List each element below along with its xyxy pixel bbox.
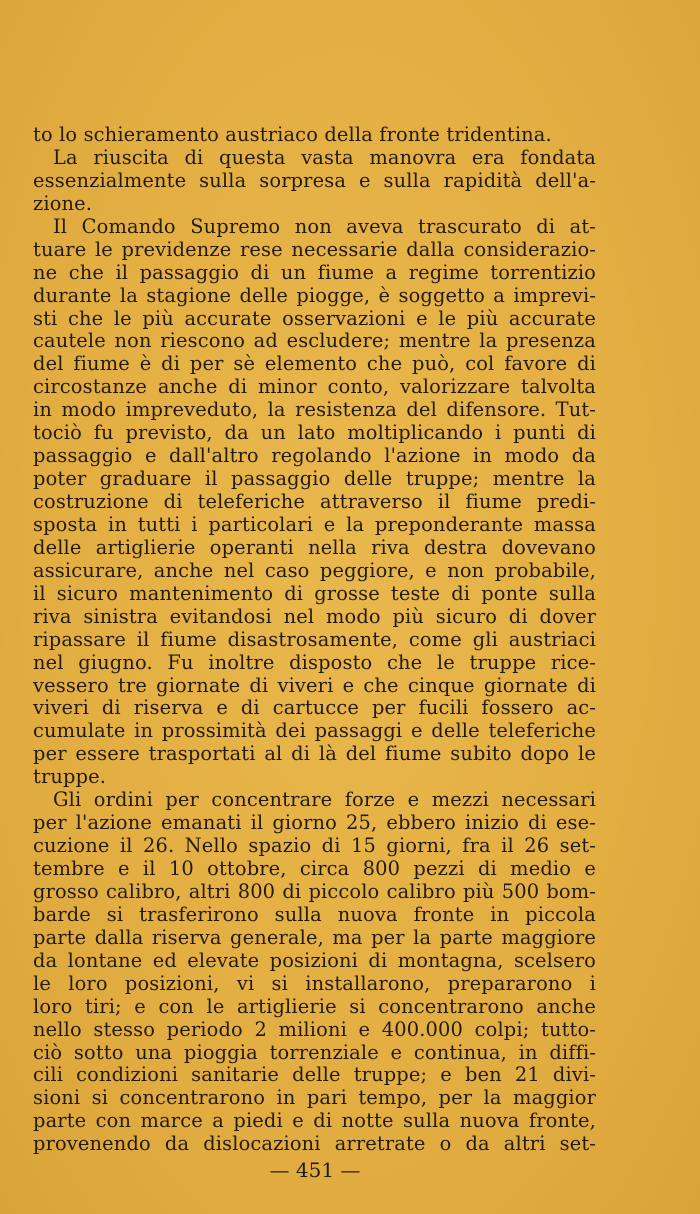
text-line: to lo schieramento austriaco della fronte tridentina.	[33, 123, 552, 146]
text-line: sposta in tutti i particolari e la preponderante massa	[33, 512, 596, 536]
text-line: delle artiglierie operanti nella riva destra dovevano	[33, 535, 596, 559]
text-line: del fiume è di per sè elemento che può, col favore di	[33, 352, 596, 376]
text-line: cumulate in prossimità dei passaggi e delle teleferiche	[33, 719, 596, 743]
text-line: La riuscita di questa vasta manovra era fondata	[53, 145, 596, 169]
text-line: tociò fu previsto, da un lato moltiplicando i punti di	[33, 421, 596, 445]
text-line: circostanze anche di minor conto, valorizzare talvolta	[33, 375, 596, 399]
text-line: zione.	[33, 191, 93, 215]
text-line: Il Comando Supremo non aveva trascurato di at-	[53, 214, 596, 238]
text-line: parte dalla riserva generale, ma per la parte maggiore	[33, 925, 596, 949]
text-line: Gli ordini per concentrare forze e mezzi necessari	[53, 788, 596, 812]
page-number: — 451 —	[269, 1158, 361, 1182]
text-line: cili condizioni sanitarie delle truppe; e ben 21 divi-	[33, 1063, 596, 1087]
text-line: viveri di riserva e di cartucce per fucili fossero ac-	[33, 696, 596, 720]
text-line: in modo impreveduto, la resistenza del difensore. Tut-	[33, 398, 596, 422]
text-line: essenzialmente sulla sorpresa e sulla rapidità dell'a-	[33, 168, 596, 192]
text-line: nello stesso periodo 2 milioni e 400.000 colpi; tutto-	[33, 1017, 596, 1041]
text-line: per l'azione emanati il giorno 25, ebbero inizio di ese-	[33, 811, 596, 835]
text-line: ne che il passaggio di un fiume a regime torrentizio	[33, 260, 596, 284]
paragraph	[33, 147, 596, 216]
text-line: ripassare il fiume disastrosamente, come gli austriaci	[33, 627, 596, 651]
text-line: costruzione di teleferiche attraverso il fiume predi-	[33, 490, 596, 513]
text-line: sti che le più accurate osservazioni e le più accurate	[33, 306, 596, 330]
text-line: provenendo da dislocazioni arretrate o da altri set-	[33, 1132, 596, 1156]
text-line: il sicuro mantenimento di grosse teste di ponte sulla	[33, 581, 596, 605]
text-line: tembre e il 10 ottobre, circa 800 pezzi di medio e	[33, 857, 596, 880]
text-line: riva sinistra evitandosi nel modo più sicuro di dover	[33, 604, 596, 628]
text-line: grosso calibro, altri 800 di piccolo calibro più 500 bom-	[33, 879, 596, 903]
text-line: nel giugno. Fu inoltre disposto che le truppe rice-	[33, 650, 596, 674]
paragraph	[33, 789, 596, 1156]
text-line: barde si trasferirono sulla nuova fronte in piccola	[33, 902, 596, 926]
text-line: sioni si concentrarono in pari tempo, per la maggior	[33, 1086, 596, 1110]
text-line: per essere trasportati al di là del fiume subito dopo le	[33, 742, 596, 766]
paragraph	[33, 124, 596, 147]
text-line: ciò sotto una pioggia torrenziale e continua, in diffi-	[33, 1040, 596, 1064]
text-line: tuare le previdenze rese necessarie dalla considerazio-	[33, 237, 596, 261]
paragraph	[33, 216, 596, 789]
text-line: vessero tre giornate di viveri e che cinque giornate di	[33, 673, 596, 697]
body-text	[33, 124, 596, 1156]
text-line: loro tiri; e con le artiglierie si concentrarono anche	[33, 994, 596, 1018]
text-line: parte con marce a piedi e di notte sulla nuova fronte,	[33, 1109, 596, 1133]
text-line: cautele non riescono ad escludere; mentre la presenza	[33, 329, 596, 353]
text-line: passaggio e dall'altro regolando l'azione in modo da	[33, 444, 596, 468]
text-line: durante la stagione delle piogge, è soggetto a imprevi-	[33, 283, 596, 307]
text-line: cuzione il 26. Nello spazio di 15 giorni, fra il 26 set-	[33, 834, 596, 858]
text-line: poter graduare il passaggio delle truppe; mentre la	[33, 467, 596, 491]
text-line: le loro posizioni, vi si installarono, prepararono i	[33, 971, 596, 995]
text-line: truppe.	[33, 765, 107, 789]
text-line: assicurare, anche nel caso peggiore, e non probabile,	[33, 558, 596, 582]
text-line: da lontane ed elevate posizioni di montagna, scelsero	[33, 948, 596, 972]
